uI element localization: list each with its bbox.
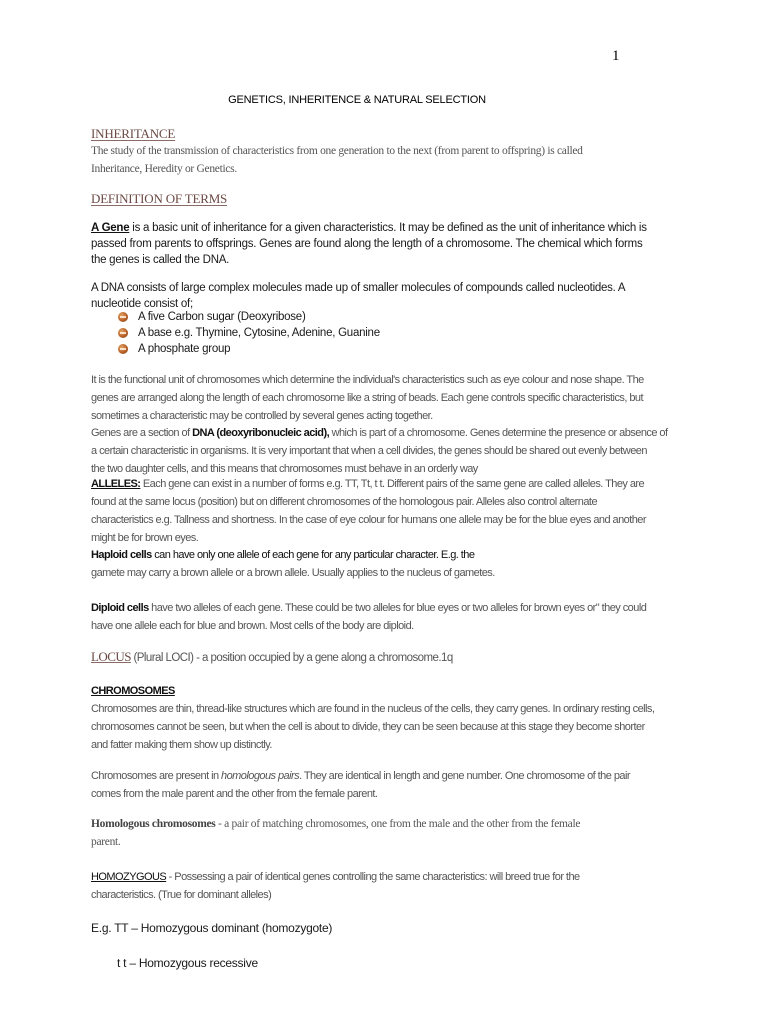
example-homozygous-recessive: t t – Homozygous recessive [117, 956, 258, 970]
document-title: GENETICS, INHERITENCE & NATURAL SELECTION [228, 94, 486, 106]
locus-term: LOCUS [91, 649, 131, 664]
inheritance-heading: INHERITANCE [91, 126, 176, 141]
list-item: A five Carbon sugar (Deoxyribose) [116, 309, 380, 325]
haploid-term: Haploid cells [91, 549, 152, 561]
homologous-chromosomes-term: Homologous chromosomes [91, 818, 216, 830]
homologous-pairs-term: homologous pairs [221, 770, 300, 782]
gene-paragraph [91, 220, 721, 268]
diploid-paragraph: Diploid cells have two alleles of each gene. These could be two alleles for blue eyes or two alleles for brown eyes or" they could have one allele each for blue and brown. Most cells of the body are diploid. [91, 602, 647, 632]
homologous-pairs-paragraph: Chromosomes are present in homologous pairs. They are identical in length and gene number. One chromosome of the pair comes from the male parent and the other from the female parent. [91, 770, 630, 800]
chromosomes-section: CHROMOSOMES Chromosomes are thin, thread-like structures which are found in the nucleus of the cells, they carry genes. In ordinary resting cells, chromosomes cannot be seen, but when the cell is about to divide, they can be seen because at this stage they become shorter and fatter making them show up distinctly. [91, 682, 731, 754]
gene-line-3: the genes is called the DNA. [91, 254, 230, 266]
diploid-term: Diploid cells [91, 602, 149, 614]
chromosomes-heading: CHROMOSOMES [91, 685, 175, 697]
inheritance-line-2: Inheritance, Heredity or Genetics. [91, 163, 237, 175]
nucleotide-list [116, 309, 380, 357]
gene-line-1: is a basic unit of inheritance for a given characteristics. It may be defined as the unit of inheritance which is [129, 222, 647, 234]
list-item: A phosphate group [116, 341, 380, 357]
dna-term: DNA (deoxyribonucleic acid), [192, 427, 330, 439]
bullet-icon [118, 328, 128, 338]
alleles-paragraph: ALLELES: Each gene can exist in a number of forms e.g. TT, Tt, t t. Different pairs of the same gene are called alleles. They are found at the same locus (position) but on different chromosomes of the homologous pair. Alleles also control alternate characteristics e.g. Tallness and shortness. In the case of eye colour for humans one allele may be for the blue eyes and another might be for brown eyes. [91, 478, 646, 544]
genes-section-paragraph: Genes are a section of DNA (deoxyribonucleic acid), which is part of a chromosome. Genes determine the presence or absence of a certain characteristic in organisms. It is very important that when a cell divides, the genes should be shared out evenly between the two daughter cells, and this means that chromosomes must behave in an orderly way [91, 427, 668, 475]
definition-heading: DEFINITION OF TERMS [91, 191, 228, 206]
inheritance-paragraph [91, 142, 711, 178]
alleles-term: ALLELES: [91, 478, 141, 490]
locus-paragraph: LOCUS (Plural LOCI) - a position occupied by a gene along a chromosome.1q [91, 649, 453, 664]
homozygous-term: HOMOZYGOUS [91, 871, 167, 883]
gene-line-2: passed from parents to offsprings. Genes are found along the length of a chromosome. The chemical which forms [91, 238, 643, 250]
homozygous-paragraph: HOMOZYGOUS - Possessing a pair of identical genes controlling the same characteristics: will breed true for the characteristics. (True for dominant alleles) [91, 871, 580, 901]
dna-line-2: nucleotide consist of; [91, 298, 193, 310]
list-item: A base e.g. Thymine, Cytosine, Adenine, Guanine [116, 325, 380, 341]
haploid-paragraph: Haploid cells can have only one allele of each gene for any particular character. E.g. the gamete may carry a brown allele or a brown allele. Usually applies to the nucleus of gametes. [91, 549, 495, 579]
bullet-icon [118, 344, 128, 354]
dna-paragraph [91, 280, 721, 312]
inheritance-line-1: The study of the transmission of characteristics from one generation to the next (from parent to offspring) is called [91, 145, 583, 157]
bullet-icon [118, 312, 128, 322]
homologous-chromosomes-paragraph: Homologous chromosomes - a pair of matching chromosomes, one from the male and the other from the female parent. [91, 818, 581, 848]
page-number: 1 [612, 48, 620, 64]
functional-unit-paragraph: It is the functional unit of chromosomes which determine the individual's characteristics such as eye colour and nose shape. The genes are arranged along the length of each chromosome like a string of beads. Each gene controls specific characteristics, but sometimes a characteristic may be controlled by several genes acting together. [91, 374, 644, 422]
example-homozygous-dominant: E.g. TT – Homozygous dominant (homozygote) [91, 921, 333, 935]
gene-term: A Gene [91, 222, 130, 234]
dna-line-1: A DNA consists of large complex molecules made up of smaller molecules of compounds called nucleotides. A [91, 282, 626, 294]
